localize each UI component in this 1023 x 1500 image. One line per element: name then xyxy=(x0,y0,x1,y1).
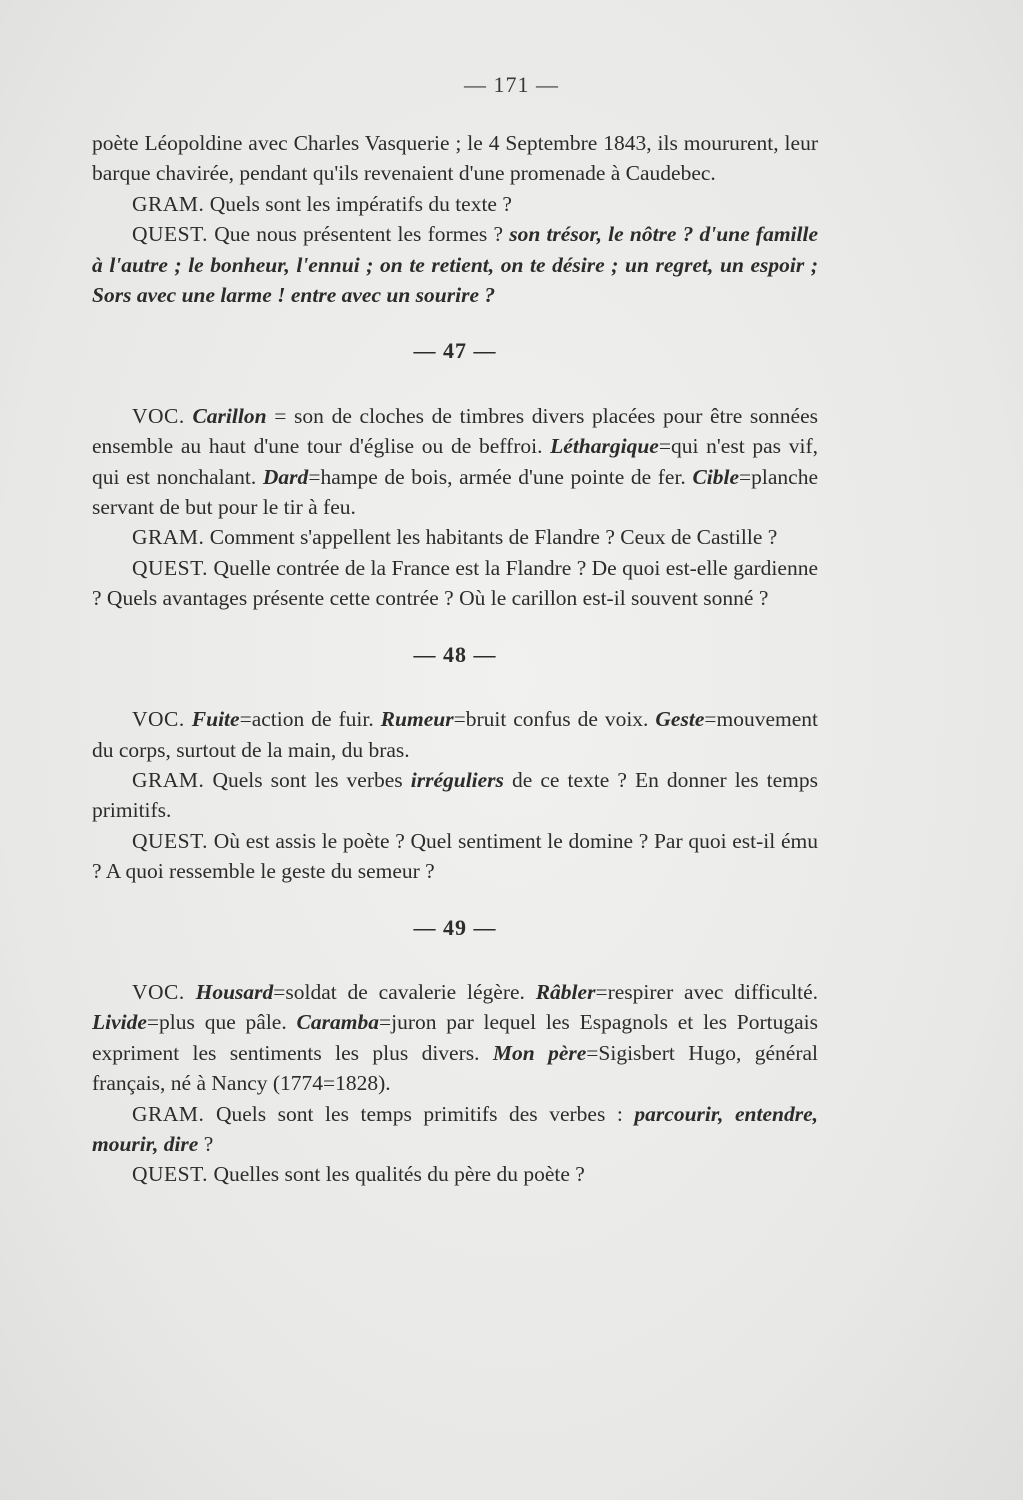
gram-label: GRAM. xyxy=(132,191,205,216)
s49-quest-text: Quelles sont les qualités du père du poète ? xyxy=(208,1162,585,1187)
s48-gram-italic: irréguliers xyxy=(410,767,504,792)
s49-term-5: Mon père xyxy=(492,1040,587,1065)
voc-label: VOC. xyxy=(132,979,185,1004)
s47-term-1: Carillon xyxy=(192,403,267,428)
s47-term-2: Léthargique xyxy=(550,434,659,459)
s49-gram-italic: parcourir, entendre, mourir, dire xyxy=(92,1101,818,1156)
s49-def-1: =soldat de cavalerie légère. xyxy=(273,979,536,1004)
s47-def-2: =qui n'est pas vif, qui est nonchalant. xyxy=(92,434,818,489)
s47-gram-paragraph xyxy=(92,522,818,552)
s49-term-4: Caramba xyxy=(296,1010,379,1035)
s49-def-3: =plus que pâle. xyxy=(146,1010,297,1035)
s48-voc-paragraph xyxy=(92,704,818,765)
s48-quest-text: Où est assis le poète ? Quel sentiment le domine ? Par quoi est-il ému ? A quoi ressemble le geste du semeur ? xyxy=(92,828,818,884)
page-text xyxy=(92,128,818,1190)
s49-gram-text: Quels sont les temps primitifs des verbes : xyxy=(204,1101,635,1126)
s47-voc-paragraph xyxy=(92,401,818,523)
quest-label: QUEST. xyxy=(132,222,209,247)
intro-gram-text: Quels sont les impératifs du texte ? xyxy=(204,191,512,216)
s49-def-2: =respirer avec difficulté. xyxy=(595,979,819,1004)
s49-voc-paragraph xyxy=(92,977,818,1099)
page-number: — 171 — xyxy=(464,72,559,97)
intro-quest-paragraph xyxy=(92,219,818,310)
s48-gram-paragraph xyxy=(92,765,818,826)
s47-quest-paragraph xyxy=(92,553,818,614)
s49-gram-end: ? xyxy=(198,1131,214,1156)
s47-gram-text: Comment s'appellent les habitants de Flandre ? Ceux de Castille ? xyxy=(204,525,778,550)
s49-def-5: =Sigisbert Hugo, général français, né à Nancy (1774=1828). xyxy=(92,1040,819,1096)
s47-def-3: =hampe de bois, armée d'une pointe de fer. xyxy=(308,464,693,489)
s48-def-1: =action de fuir. xyxy=(239,707,381,732)
intro-continuation: poète Léopoldine avec Charles Vasquerie ; le 4 Septembre 1843, ils moururent, leur barque chavirée, pendant qu'ils revenaient d'une promenade à Caudebec. xyxy=(92,131,818,186)
intro-gram-paragraph xyxy=(92,189,818,219)
voc-label: VOC. xyxy=(132,707,185,732)
s49-quest-paragraph xyxy=(92,1159,818,1189)
section-heading-49: — 49 — xyxy=(413,914,497,940)
s48-gram-text-1: Quels sont les verbes xyxy=(204,767,411,792)
quest-label: QUEST. xyxy=(132,1162,209,1187)
s49-gram-paragraph xyxy=(92,1099,818,1160)
s49-term-2: Râbler xyxy=(535,979,596,1004)
gram-label: GRAM. xyxy=(132,1101,205,1126)
s48-def-3: =mouvement du corps, surtout de la main, du bras. xyxy=(92,707,818,762)
s47-term-3: Dard xyxy=(262,464,309,489)
section-heading-47: — 47 — xyxy=(413,338,497,364)
s47-def-4: =planche servant de but pour le tir à feu. xyxy=(92,464,819,520)
gram-label: GRAM. xyxy=(132,525,205,550)
s49-term-1: Housard xyxy=(195,979,274,1004)
section-heading-48: — 48 — xyxy=(413,641,497,667)
s47-def-1: = son de cloches de timbres divers placées pour être sonnées ensemble au haut d'une tour d'église ou de beffroi. xyxy=(92,403,819,459)
intro-quest-quotes: son trésor, le nôtre ? d'une famille à l'autre ; le bonheur, l'ennui ; on te retient, on te désire ; un regret, un espoir ; Sors avec une larme ! entre avec un sourire ? xyxy=(92,222,819,308)
s47-quest-text: Quelle contrée de la France est la Flandre ? De quoi est-elle gardienne ? Quels avantages présente cette contrée ? Où le carillon est-il souvent sonné ? xyxy=(92,555,818,611)
s48-term-2: Rumeur xyxy=(380,707,454,732)
s48-term-1: Fuite xyxy=(191,707,240,732)
s48-gram-text-2: de ce texte ? En donner les temps primitifs. xyxy=(92,767,818,823)
intro-quest-text: Que nous présentent les formes ? xyxy=(208,222,510,247)
s49-term-3: Livide xyxy=(92,1010,147,1035)
s48-quest-paragraph xyxy=(92,826,818,887)
s47-term-4: Cible xyxy=(692,464,740,489)
s49-def-4: =juron par lequel les Espagnols et les Portugais expriment les sentiments les plus divers. xyxy=(92,1010,818,1065)
s48-def-2: =bruit confus de voix. xyxy=(453,707,656,732)
s48-term-3: Geste xyxy=(655,707,705,732)
quest-label: QUEST. xyxy=(132,555,209,580)
quest-label: QUEST. xyxy=(132,828,209,853)
gram-label: GRAM. xyxy=(132,767,205,792)
voc-label: VOC. xyxy=(132,403,185,428)
